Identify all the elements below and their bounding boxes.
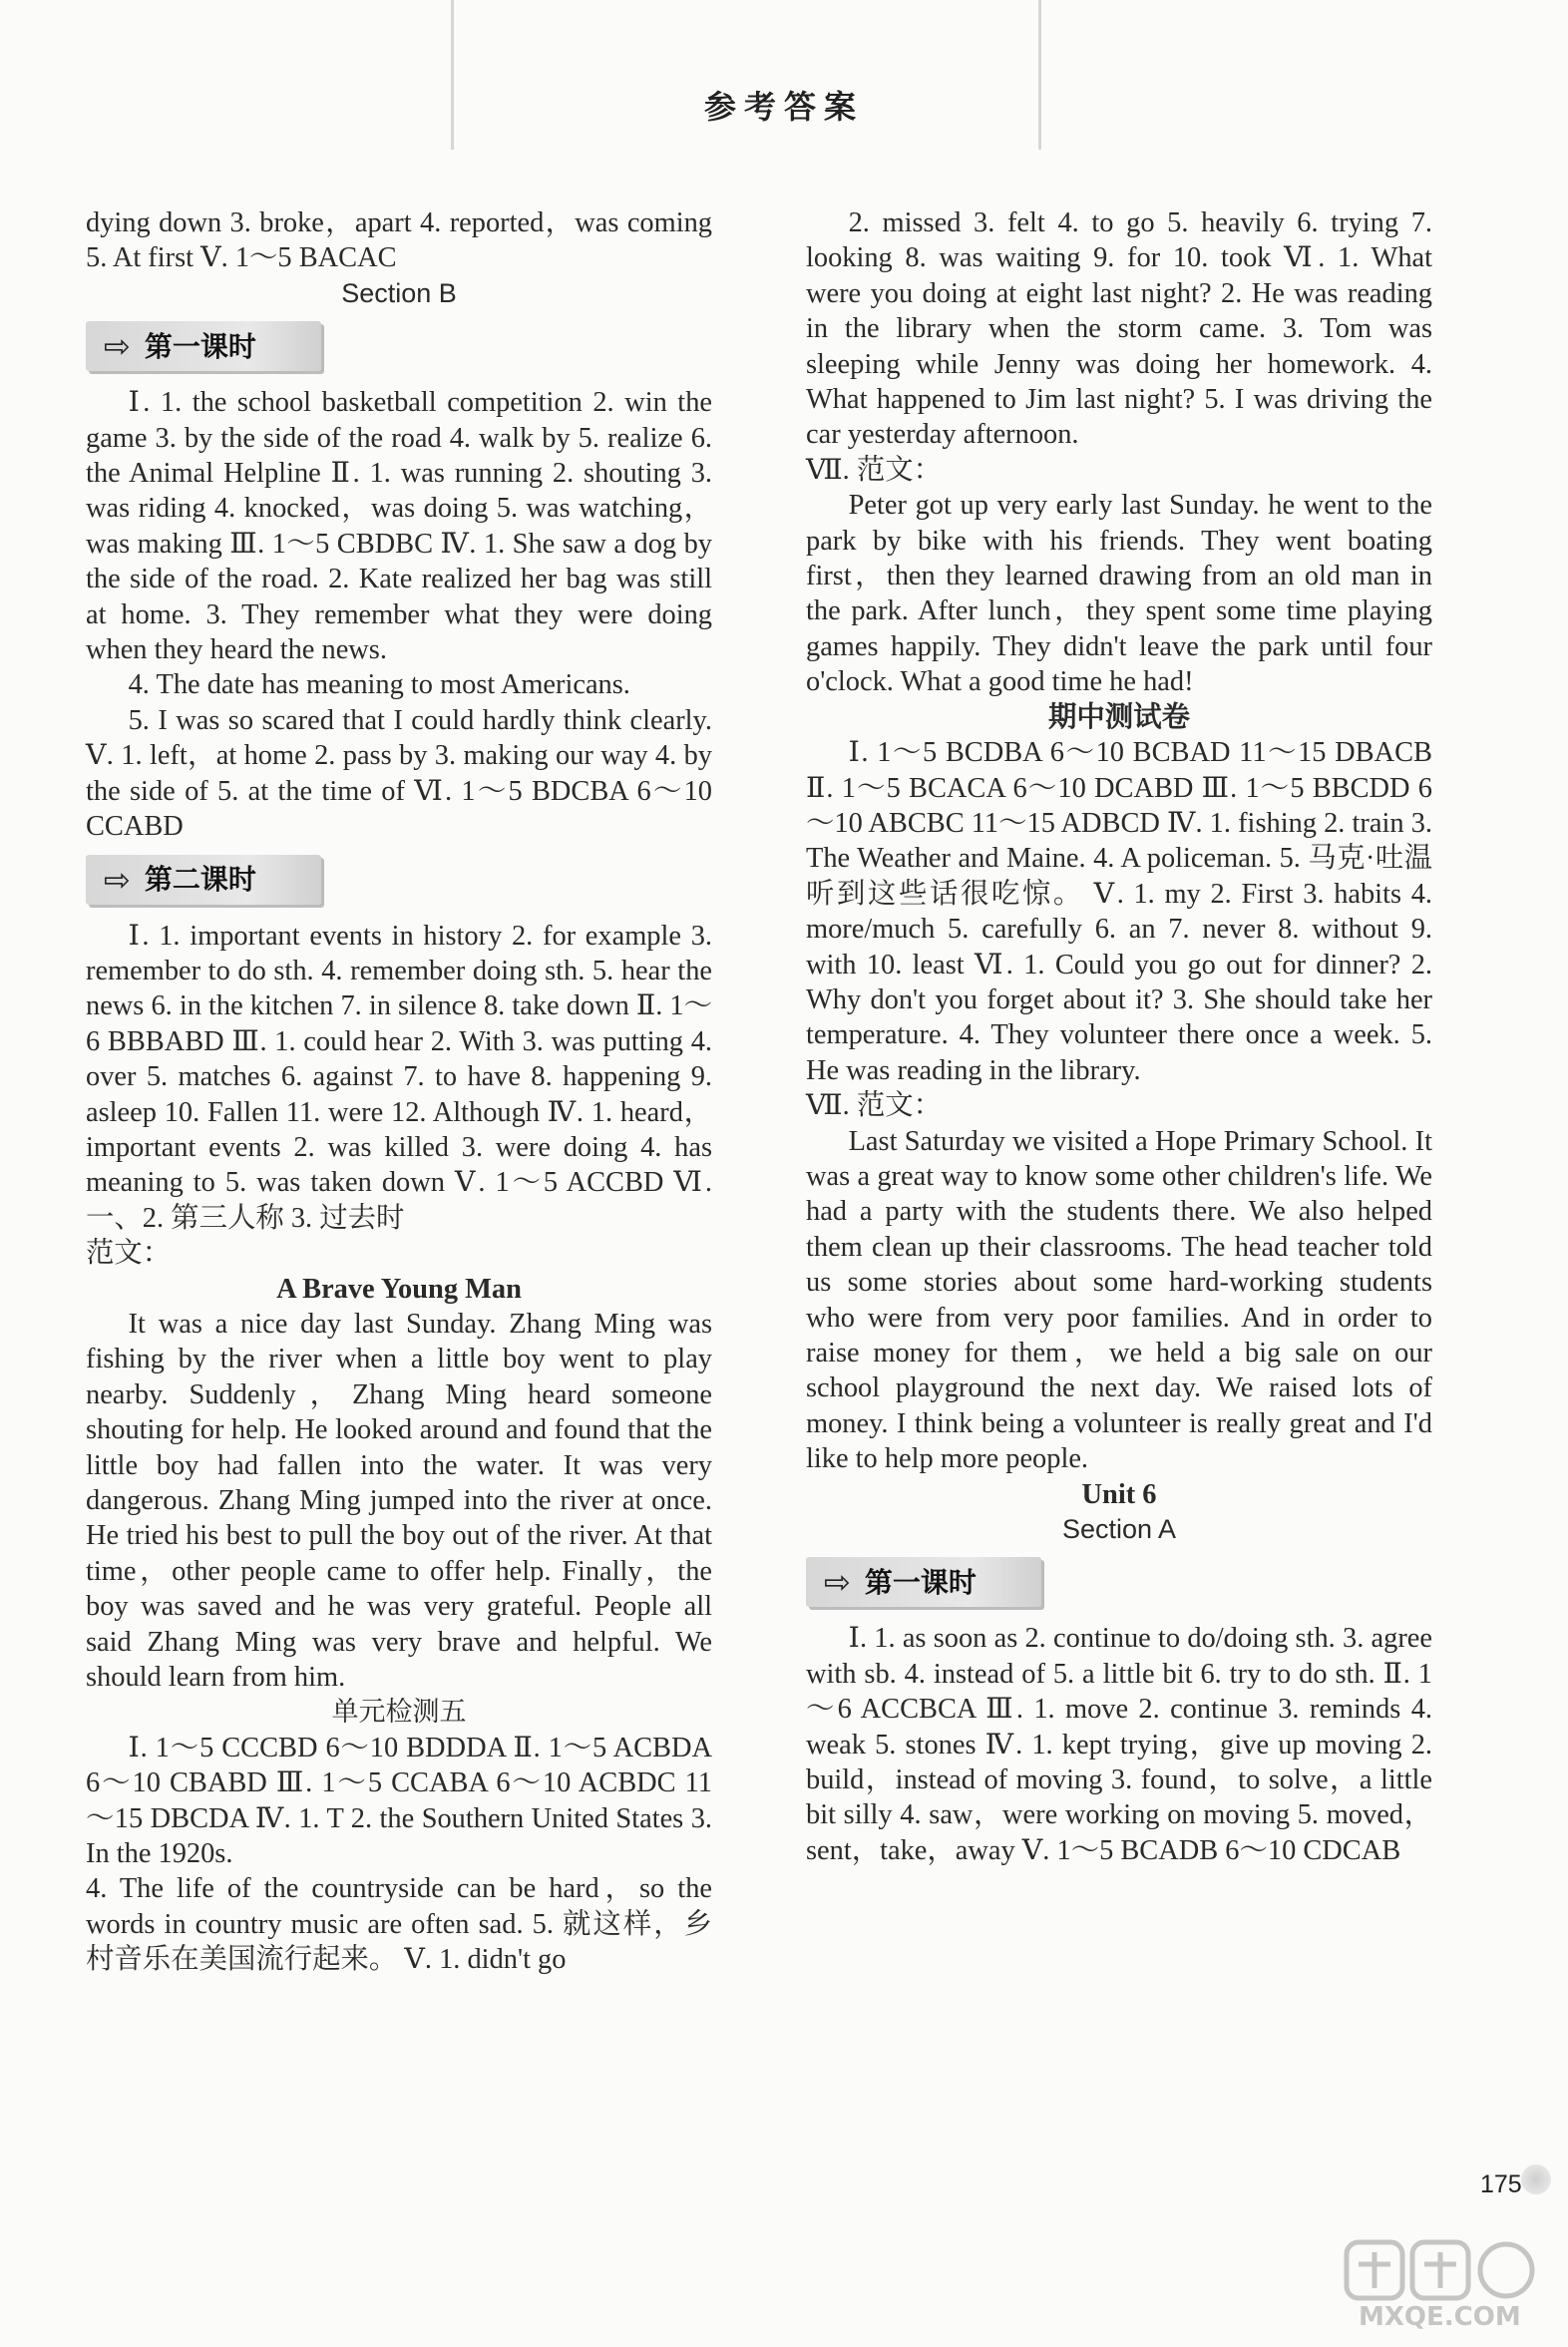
essay-title: A Brave Young Man bbox=[276, 1273, 522, 1305]
answer-block: 5. I was so scared that I could hardly think clearly. Ⅴ. 1. left，at home 2. pass by 3. making our way 4. by the side of 5. at the time of Ⅵ. 1～5 BDCBA 6～10 CCABD bbox=[86, 704, 712, 843]
model-essay-label: Ⅶ. 范文： bbox=[806, 454, 943, 486]
answer-block: 4. The life of the countryside can be hard，so the words in country music are often sad. 5. 就这样，乡村音乐在美国流行起来。 Ⅴ. 1. didn't go bbox=[86, 1873, 712, 1976]
model-essay-label: 范文： bbox=[86, 1238, 172, 1270]
lesson-banner-label: 第一课时 bbox=[144, 329, 256, 363]
lesson-banner bbox=[806, 1557, 1041, 1607]
page-number: 175 bbox=[1480, 2170, 1522, 2198]
right-column bbox=[806, 205, 1432, 1868]
watermark-logo-icon bbox=[1337, 2234, 1546, 2302]
site-watermark bbox=[1337, 2234, 1546, 2334]
unit-heading: Unit 6 bbox=[1081, 1478, 1157, 1510]
page-header-title: 参考答案 bbox=[703, 88, 864, 126]
arrow-icon: ⇨ bbox=[104, 327, 131, 366]
section-heading: Section A bbox=[1061, 1514, 1177, 1545]
answer-block: Ⅰ. 1～5 BCDBA 6～10 BCBAD 11～15 DBACB Ⅱ. 1～5 BCACA 6～10 DCABD Ⅲ. 1～5 BBCDD 6～10 ABCBC 11～15 ADBCD Ⅳ. 1. fishing 2. train 3. The Weather and Maine. 4. A policeman. 5. 马克·吐温听到这些话很吃惊。 Ⅴ. 1. my 2. First 3. habits 4. more/much 5. carefully 6. an 7. never 8. without 9. with 10. least Ⅵ. 1. Could you go out for dinner? 2. Why don't you forget about it? 3. She should take her temperature. 4. They volunteer there once a week. 5. He was reading in the library. bbox=[806, 737, 1432, 1086]
lesson-banner bbox=[86, 321, 321, 371]
arrow-icon: ⇨ bbox=[104, 860, 131, 899]
unit-test-heading: 单元检测五 bbox=[331, 1697, 467, 1728]
model-essay: Peter got up very early last Sunday. he went to the park by bike with his friends. They went boating first，then they learned drawing from an old man in the park. After lunch，they spent some time playing games happily. They didn't leave the park until four o'clock. What a good time he had! bbox=[806, 490, 1432, 698]
answer-block: Ⅰ. 1. the school basketball competition 2. win the game 3. by the side of the road 4. walk by 5. realize 6. the Animal Helpline Ⅱ. 1. was running 2. shouting 3. was riding 4. knocked，was doing 5. was watching，was making Ⅲ. 1～5 CBDBC Ⅳ. 1. She saw a dog by the side of the road. 2. Kate realized her bag was still at home. 3. They remember what they were doing when they heard the news. bbox=[86, 387, 712, 666]
model-essay: It was a nice day last Sunday. Zhang Ming was fishing by the river when a little boy went to play nearby. Suddenly，Zhang Ming heard someone shouting for help. He looked around and found that the little boy had fallen into the water. It was very dangerous. Zhang Ming jumped into the river at once. He tried his best to pull the boy out of the river. At that time，other people came to offer help. Finally，the boy was saved and he was very grateful. People all said Zhang Ming was very brave and helpful. We should learn from him. bbox=[86, 1308, 712, 1694]
section-heading: Section B bbox=[341, 277, 457, 308]
model-essay-label: Ⅶ. 范文： bbox=[806, 1090, 943, 1122]
page-number-decoration bbox=[1521, 2164, 1551, 2194]
answer-block: Ⅰ. 1～5 CCCBD 6～10 BDDDA Ⅱ. 1～5 ACBDA 6～10 CBABD Ⅲ. 1～5 CCABA 6～10 ACBDC 11～15 DBCDA Ⅳ. 1. T 2. the Southern United States 3. In the 1920s. bbox=[86, 1732, 712, 1870]
watermark-url: MXQE.COM bbox=[1359, 2302, 1521, 2332]
left-column bbox=[86, 205, 712, 1978]
arrow-icon: ⇨ bbox=[824, 1563, 851, 1602]
answer-block: 2. missed 3. felt 4. to go 5. heavily 6. trying 7. looking 8. was waiting 9. for 10. took Ⅵ. 1. What were you doing at eight last night? 2. He was reading in the library when the storm came. 3. Tom was sleeping while Jenny was doing her homework. 4. What happened to Jim last night? 5. I was driving the car yesterday afternoon. bbox=[806, 207, 1432, 451]
model-essay: Last Saturday we visited a Hope Primary School. It was a great way to know some other children's life. We had a party with the students there. We also helped them clean up their classrooms. The head teacher told us some stories about some hard-working students who were from very poor families. And in order to raise money for them，we held a big sale on our school playground the next day. We raised lots of money. I think being a volunteer is really great and I'd like to help more people. bbox=[806, 1125, 1432, 1475]
midterm-heading: 期中测试卷 bbox=[1048, 701, 1190, 733]
lesson-banner-label: 第一课时 bbox=[864, 1565, 977, 1599]
answer-block: Ⅰ. 1. important events in history 2. for example 3. remember to do sth. 4. remember doing sth. 5. hear the news 6. in the kitchen 7. in silence 8. take down Ⅱ. 1～6 BBBABD Ⅲ. 1. could hear 2. With 3. was putting 4. over 5. matches 6. against 7. to have 8. happening 9. asleep 10. Fallen 11. were 12. Although Ⅳ. 1. heard，important events 2. was killed 3. were doing 4. has meaning to 5. was taken down Ⅴ. 1～5 ACCBD Ⅵ. 一、2. 第三人称 3. 过去时 bbox=[86, 920, 712, 1234]
answer-block: 4. The date has meaning to most Americans. bbox=[128, 669, 630, 701]
answer-block: dying down 3. broke，apart 4. reported，was coming 5. At first Ⅴ. 1～5 BACAC bbox=[86, 207, 712, 274]
lesson-banner-label: 第二课时 bbox=[144, 862, 256, 896]
lesson-banner bbox=[86, 855, 321, 905]
answer-block: Ⅰ. 1. as soon as 2. continue to do/doing sth. 3. agree with sb. 4. instead of 5. a little bit 6. try to do sth. Ⅱ. 1～6 ACCBCA Ⅲ. 1. move 2. continue 3. reminds 4. weak 5. stones Ⅳ. 1. kept trying，give up moving 2. build，instead of moving 3. found，to solve，a little bit silly 4. saw，were working on moving 5. moved，sent，take，away Ⅴ. 1～5 BCADB 6～10 CDCAB bbox=[806, 1623, 1432, 1866]
